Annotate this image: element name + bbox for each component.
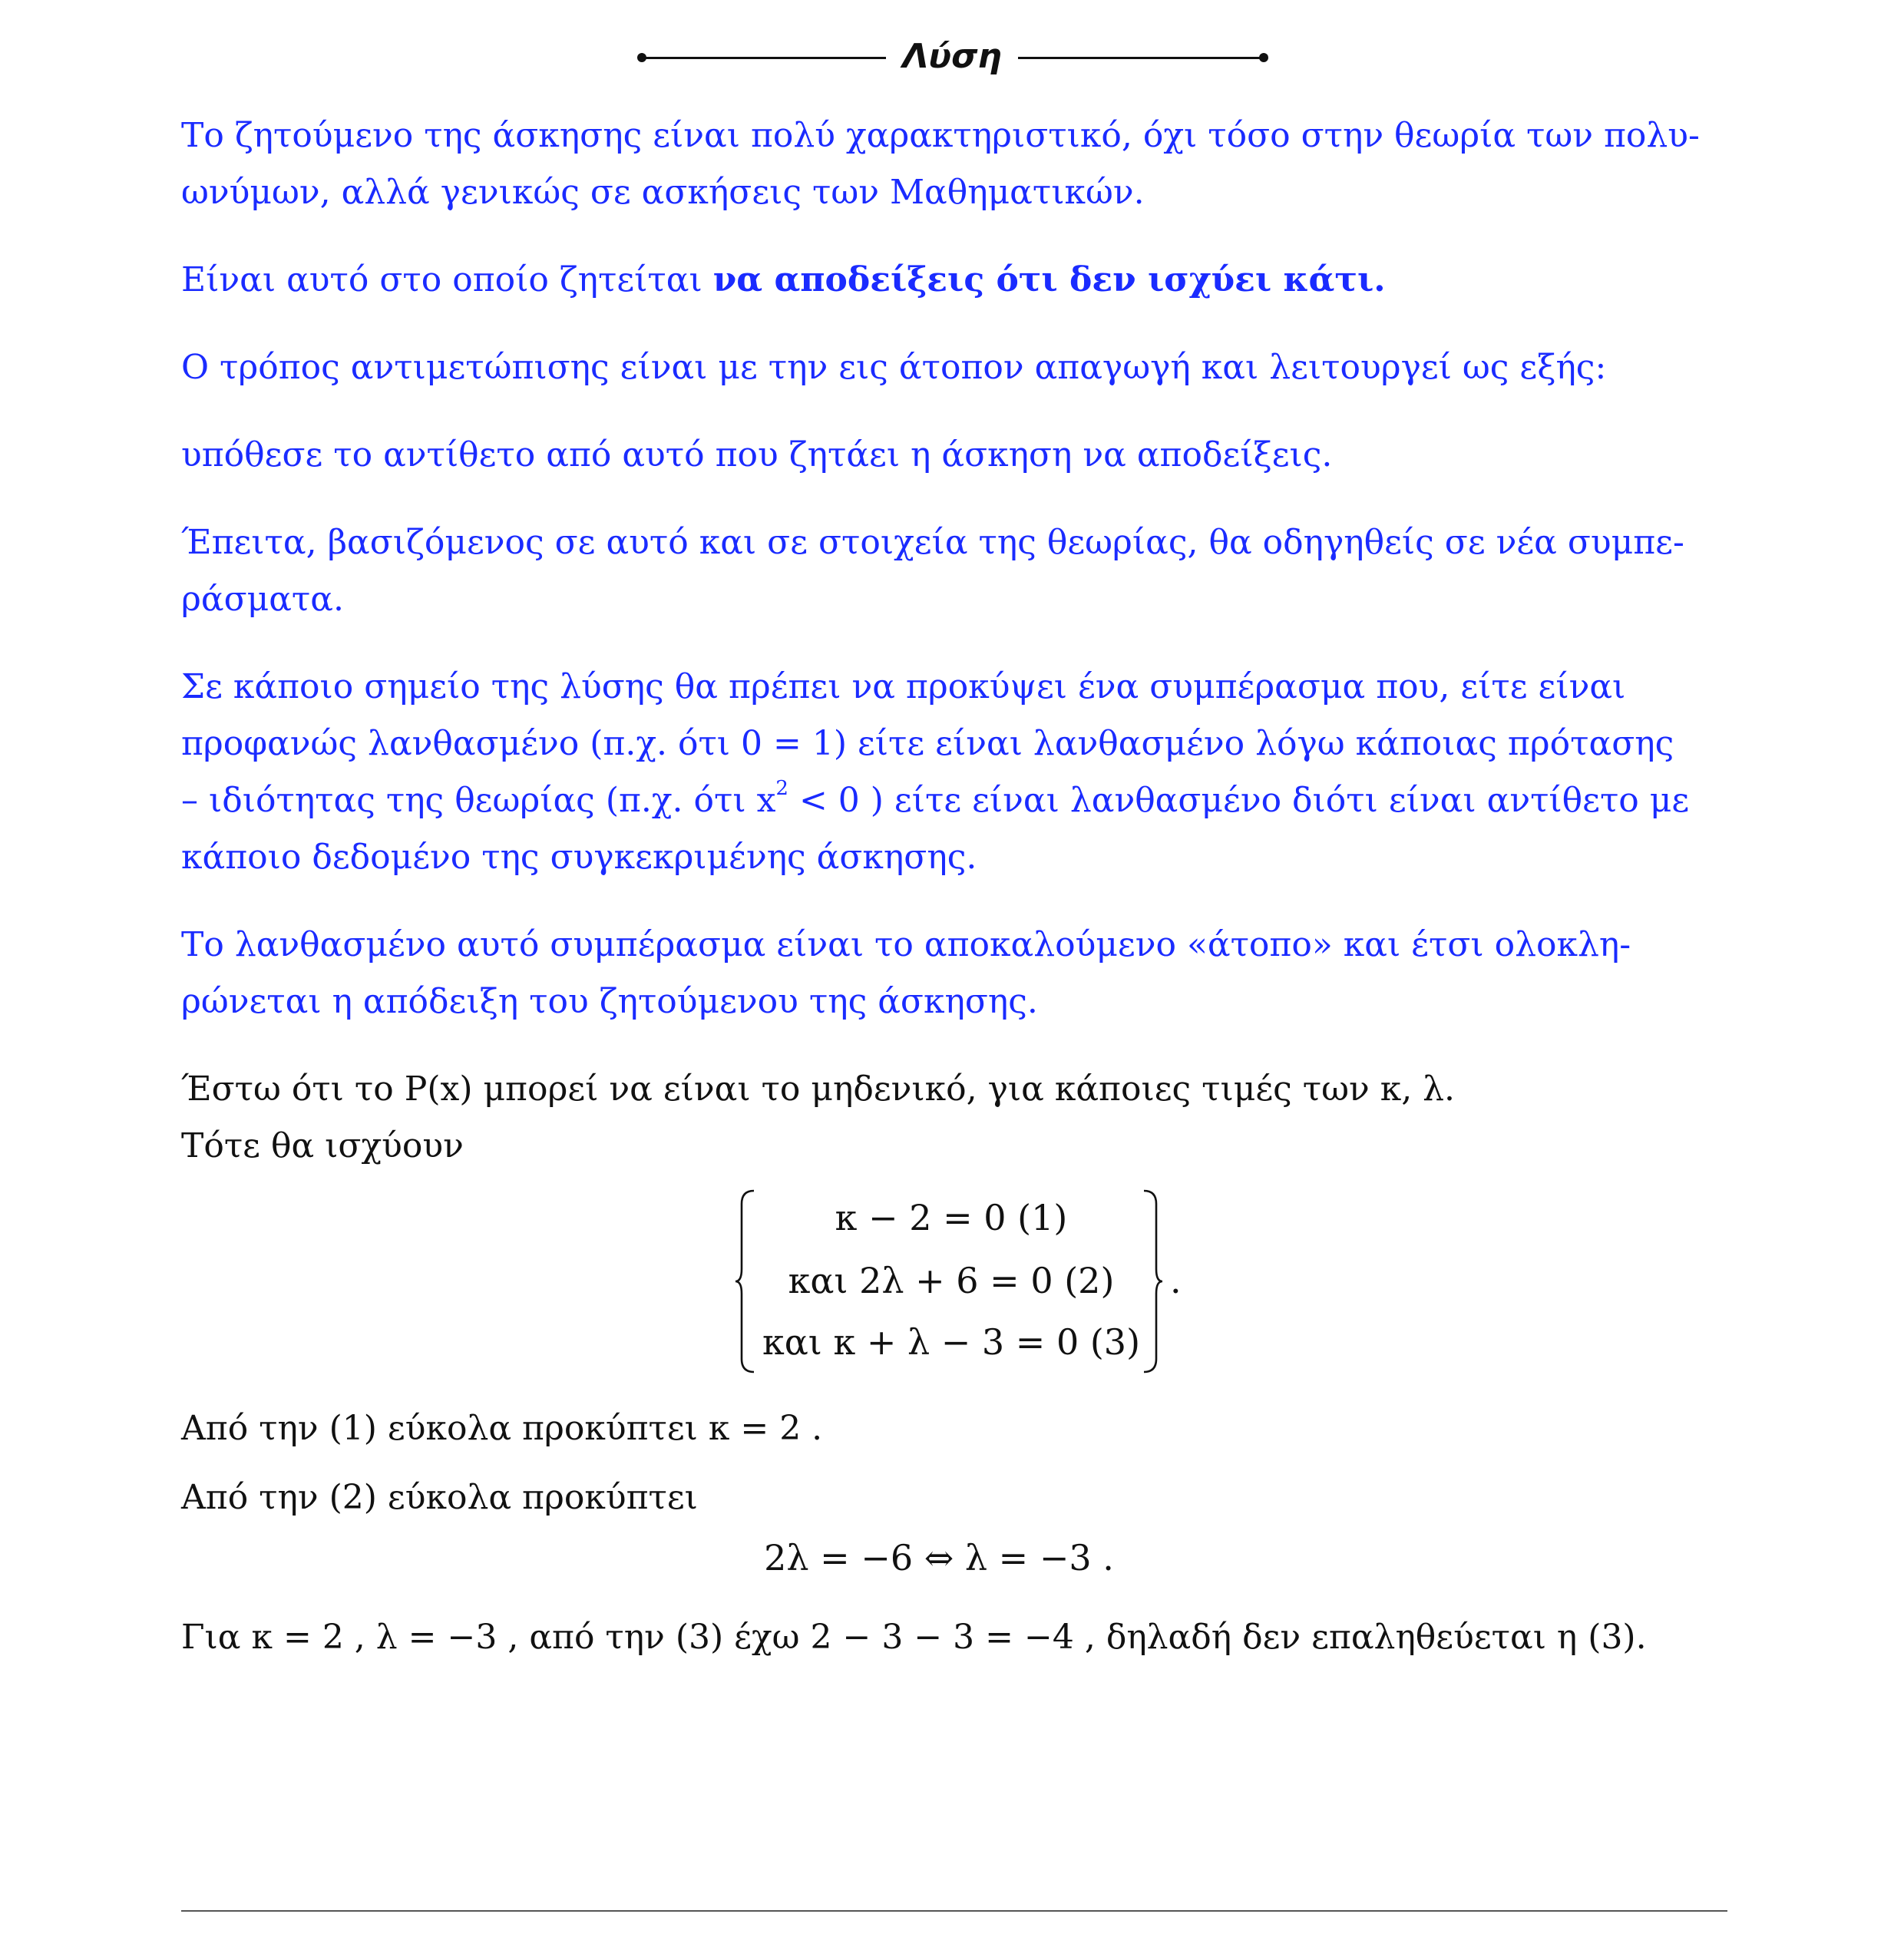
- equation-system: [734, 1185, 1182, 1377]
- footer-rule: [181, 1910, 1727, 1912]
- solution-s5-equation: 2λ = −6 ⇔ λ = −3 .: [764, 1537, 1114, 1578]
- solution-s6: Για κ = 2 , λ = −3 , από την (3) έχω 2 − 3 − 3 = −4 , δηλαδή δεν επαληθεύεται η (3).: [181, 1618, 1647, 1657]
- system-row-2: και 2λ + 6 = 0 (2): [788, 1260, 1115, 1301]
- intro-paragraph-2: [181, 252, 1727, 309]
- intro-p2-bold: να αποδείξεις ότι δεν ισχύει κάτι.: [712, 260, 1386, 299]
- solution-s2: Τότε θα ισχύουν: [181, 1126, 464, 1165]
- intro-p6-line3-before: – ιδιότητας της θεωρίας (π.χ. ότι x: [181, 781, 776, 820]
- solution-body: [181, 1061, 1727, 1666]
- intro-p6-line3: [181, 772, 1727, 829]
- intro-p6-line3-sup: 2: [775, 777, 788, 800]
- intro-paragraph-1: [181, 107, 1727, 221]
- intro-p2-line: [181, 252, 1727, 309]
- header-rule-right: [1018, 57, 1264, 59]
- intro-p5-line2: ράσματα.: [181, 580, 344, 619]
- intro-p6-line4: κάποιο δεδομένο της συγκεκριμένης άσκησης.: [181, 838, 977, 877]
- intro-p1-line2: ωνύμων, αλλά γενικώς σε ασκήσεις των Μαθηματικών.: [181, 173, 1145, 212]
- equation-system-wrapper: [181, 1185, 1727, 1393]
- intro-p7-line2: ρώνεται η απόδειξη του ζητούμενου της άσκησης.: [181, 982, 1038, 1021]
- intro-paragraph-7: [181, 917, 1727, 1030]
- intro-p2-text: Είναι αυτό στο οποίο ζητείται: [181, 260, 713, 299]
- intro-paragraph-5: [181, 514, 1727, 628]
- header-title: Λύση: [902, 37, 1002, 76]
- intro-p7-line1: Το λανθασμένο αυτό συμπέρασμα είναι το αποκαλούμενο «άτοπο» και έτσι ολοκλη-: [181, 925, 1631, 964]
- solution-s1: Έστω ότι το P(x) μπορεί να είναι το μηδενικό, για κάποιες τιμές των κ, λ.: [181, 1069, 1456, 1109]
- intro-p4-line: υπόθεσε το αντίθετο από αυτό που ζητάει η άσκηση να αποδείξεις.: [181, 435, 1333, 474]
- right-brace: [1141, 1188, 1164, 1374]
- system-period: .: [1170, 1260, 1182, 1301]
- intro-paragraph-6: [181, 659, 1727, 886]
- system-row-3: και κ + λ − 3 = 0 (3): [762, 1321, 1141, 1363]
- solution-s4: Από την (2) εύκολα προκύπτει: [181, 1478, 698, 1517]
- intro-p5-line1: Έπειτα, βασιζόμενος σε αυτό και σε στοιχεία της θεωρίας, θα οδηγηθείς σε νέα συμπε-: [181, 523, 1684, 562]
- intro-p6-line3-after: < 0 ) είτε είναι λανθασμένο διότι είναι αντίθετο με: [788, 781, 1690, 820]
- intro-paragraph-4: [181, 427, 1727, 484]
- intro-p6-line1: Σε κάποιο σημείο της λύσης θα πρέπει να προκύψει ένα συμπέρασμα που, είτε είναι: [181, 667, 1626, 706]
- system-row-1: κ − 2 = 0 (1): [835, 1197, 1068, 1238]
- intro-p3-line: Ο τρόπος αντιμετώπισης είναι με την εις άτοπον απαγωγή και λειτουργεί ως εξής:: [181, 348, 1607, 387]
- intro-paragraph-3: [181, 339, 1727, 396]
- left-brace: [734, 1188, 757, 1374]
- header-dot-right: [1259, 53, 1268, 62]
- intro-p6-line2: προφανώς λανθασμένο (π.χ. ότι 0 = 1) είτε είναι λανθασμένο λόγω κάποιας πρότασης: [181, 724, 1674, 763]
- solution-s3: Από την (1) εύκολα προκύπτει κ = 2 .: [181, 1409, 823, 1448]
- intro-p1-line1: Το ζητούμενο της άσκησης είναι πολύ χαρακτηριστικό, όχι τόσο στην θεωρία των πολυ-: [181, 116, 1700, 155]
- content: [181, 107, 1727, 1666]
- header-rule-left: [642, 57, 886, 59]
- solution-header: [636, 29, 1270, 84]
